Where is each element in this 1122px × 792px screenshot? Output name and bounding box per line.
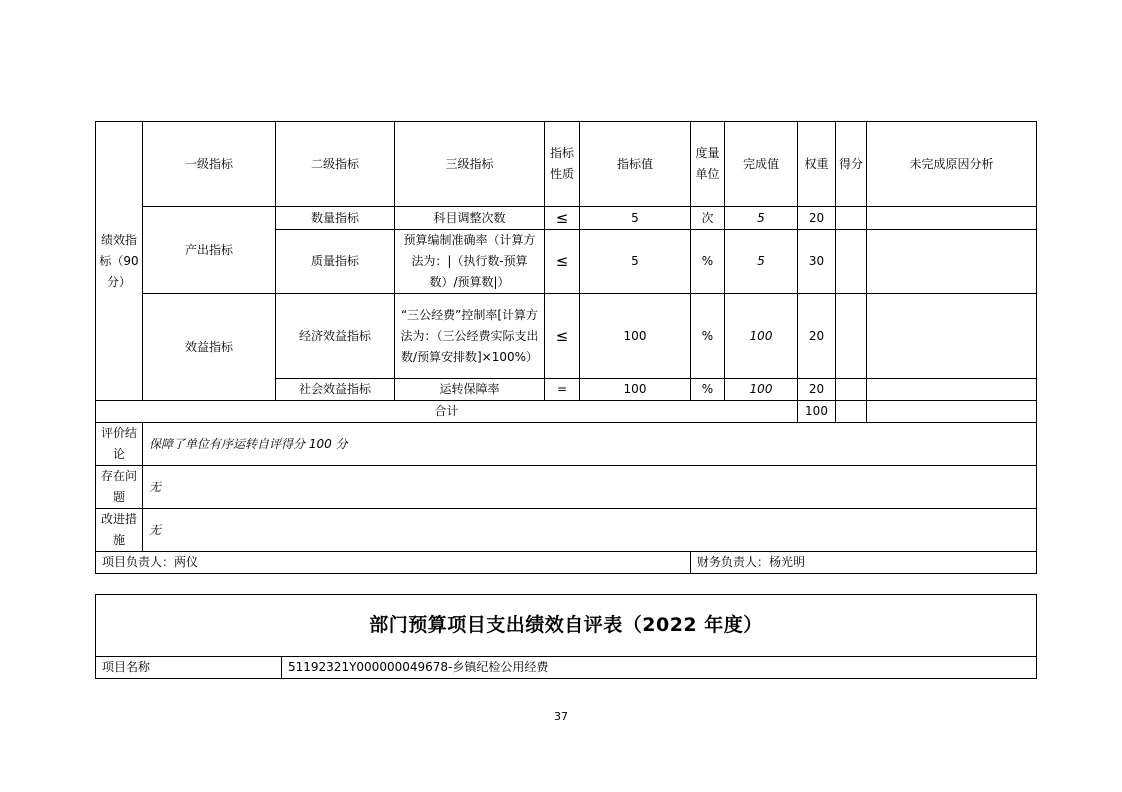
score-cell (836, 207, 867, 230)
target-cell: 100 (580, 294, 691, 379)
weight-cell: 30 (798, 230, 836, 294)
self-evaluation-form-header (95, 594, 1037, 679)
weight-cell: 20 (798, 207, 836, 230)
total-row (96, 401, 1037, 423)
total-weight: 100 (798, 401, 836, 423)
header-level2: 二级指标 (276, 122, 395, 207)
target-cell: 100 (580, 379, 691, 401)
actual-cell: 5 (725, 207, 798, 230)
target-cell: 5 (580, 230, 691, 294)
score-cell (836, 230, 867, 294)
page-number: 37 (554, 710, 568, 723)
section-label: 绩效指标（90分） (96, 122, 143, 401)
unit-cell: % (691, 379, 725, 401)
nature-cell: = (545, 379, 580, 401)
header-unit: 度量单位 (691, 122, 725, 207)
evaluation-row (96, 423, 1037, 466)
level1-output: 产出指标 (143, 207, 276, 294)
nature-cell: ≤ (545, 230, 580, 294)
reason-cell (867, 379, 1037, 401)
improvements-row (96, 509, 1037, 552)
table-row (96, 294, 1037, 379)
project-name-label: 项目名称 (96, 657, 282, 679)
issues-label: 存在问题 (96, 466, 143, 509)
level1-benefit: 效益指标 (143, 294, 276, 401)
header-actual: 完成值 (725, 122, 798, 207)
header-reason: 未完成原因分析 (867, 122, 1037, 207)
evaluation-value: 保障了单位有序运转自评得分 100 分 (143, 423, 1037, 466)
level2-cell: 数量指标 (276, 207, 395, 230)
nature-cell: ≤ (545, 294, 580, 379)
project-lead: 项目负责人：两仪 (96, 552, 691, 574)
improvements-label: 改进措施 (96, 509, 143, 552)
total-score (836, 401, 867, 423)
weight-cell: 20 (798, 294, 836, 379)
unit-cell: % (691, 294, 725, 379)
unit-cell: 次 (691, 207, 725, 230)
level2-cell: 社会效益指标 (276, 379, 395, 401)
weight-cell: 20 (798, 379, 836, 401)
reason-cell (867, 207, 1037, 230)
project-name-value: 51192321Y000000049678-乡镇纪检公用经费 (282, 657, 1037, 679)
target-cell: 5 (580, 207, 691, 230)
issues-row (96, 466, 1037, 509)
form-title: 部门预算项目支出绩效自评表（2022 年度） (96, 595, 1037, 657)
actual-cell: 5 (725, 230, 798, 294)
level3-cell: 预算编制准确率（计算方法为：|（执行数-预算数）/预算数|） (395, 230, 545, 294)
nature-cell: ≤ (545, 207, 580, 230)
unit-cell: % (691, 230, 725, 294)
reason-cell (867, 294, 1037, 379)
score-cell (836, 379, 867, 401)
signature-row (96, 552, 1037, 574)
header-level1: 一级指标 (143, 122, 276, 207)
table-row (96, 207, 1037, 230)
finance-lead: 财务负责人：杨光明 (691, 552, 1037, 574)
evaluation-label: 评价结论 (96, 423, 143, 466)
reason-cell (867, 230, 1037, 294)
improvements-value: 无 (143, 509, 1037, 552)
header-weight: 权重 (798, 122, 836, 207)
level2-cell: 经济效益指标 (276, 294, 395, 379)
level3-cell: 科目调整次数 (395, 207, 545, 230)
actual-cell: 100 (725, 294, 798, 379)
level3-cell: “三公经费”控制率[计算方法为：（三公经费实际支出数/预算安排数]×100%） (395, 294, 545, 379)
performance-indicator-table (95, 121, 1037, 574)
total-label: 合计 (96, 401, 798, 423)
level2-cell: 质量指标 (276, 230, 395, 294)
header-nature: 指标性质 (545, 122, 580, 207)
issues-value: 无 (143, 466, 1037, 509)
actual-cell: 100 (725, 379, 798, 401)
level3-cell: 运转保障率 (395, 379, 545, 401)
header-level3: 三级指标 (395, 122, 545, 207)
header-score: 得分 (836, 122, 867, 207)
header-target: 指标值 (580, 122, 691, 207)
score-cell (836, 294, 867, 379)
total-reason (867, 401, 1037, 423)
